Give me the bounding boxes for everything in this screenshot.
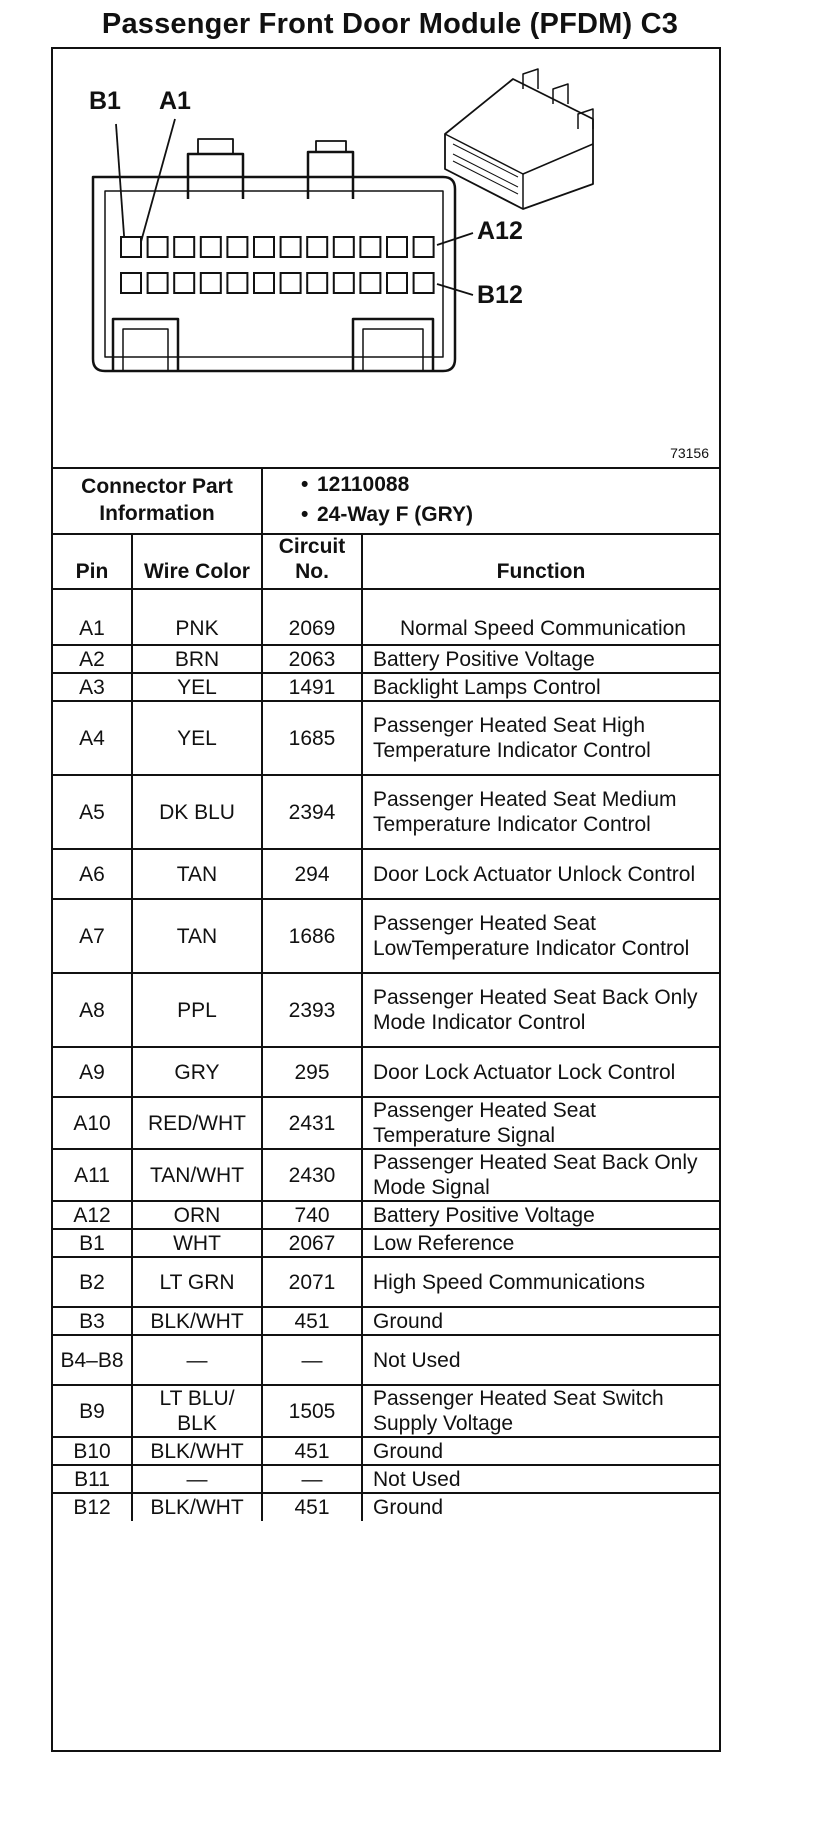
pin-cell: A7 (53, 899, 132, 973)
circuit-cell: 740 (262, 1201, 362, 1229)
circuit-cell: 1686 (262, 899, 362, 973)
circuit-cell: 451 (262, 1307, 362, 1335)
connector-diagram (53, 49, 719, 469)
circuit-cell: 295 (262, 1047, 362, 1097)
circuit-cell: 451 (262, 1493, 362, 1521)
pin-cavity-a8 (307, 237, 327, 257)
function-cell: Battery Positive Voltage (362, 645, 719, 673)
pin-cell: A1 (53, 589, 132, 645)
wire-color-cell: LT GRN (132, 1257, 262, 1307)
circuit-cell: 1505 (262, 1385, 362, 1437)
wire-color-cell: BLK/WHT (132, 1307, 262, 1335)
table-row (53, 775, 719, 849)
function-cell: Normal Speed Communication (362, 589, 719, 645)
pin-cell: A11 (53, 1149, 132, 1201)
function-cell: Passenger Heated Seat Back Only Mode Signal (362, 1149, 719, 1201)
function-cell: Ground (362, 1307, 719, 1335)
circuit-cell: 294 (262, 849, 362, 899)
function-cell: Passenger Heated Seat Switch Supply Voltage (362, 1385, 719, 1437)
wire-color-cell: PPL (132, 973, 262, 1047)
pin-cell: A12 (53, 1201, 132, 1229)
wire-color-cell: TAN (132, 899, 262, 973)
table-row (53, 673, 719, 701)
function-cell: Not Used (362, 1335, 719, 1385)
function-cell: Passenger Heated Seat High Temperature Indicator Control (362, 701, 719, 775)
table-row (53, 1307, 719, 1335)
pin-cavities (121, 237, 434, 293)
pin-cavity-a3 (174, 237, 194, 257)
part-number: 12110088 (317, 473, 410, 496)
pin-cavity-b2 (148, 273, 168, 293)
wire-color-cell: — (132, 1465, 262, 1493)
table-row (53, 1097, 719, 1149)
circuit-cell: 451 (262, 1437, 362, 1465)
connector-part-info-label: Connector Part Information (53, 467, 262, 534)
pin-cell: B9 (53, 1385, 132, 1437)
label-a1: A1 (159, 87, 191, 115)
circuit-cell: 2069 (262, 589, 362, 645)
function-cell: Not Used (362, 1465, 719, 1493)
wire-color-cell: WHT (132, 1229, 262, 1257)
wire-color-cell: TAN/WHT (132, 1149, 262, 1201)
function-cell: Battery Positive Voltage (362, 1201, 719, 1229)
pin-cavity-a12 (414, 237, 434, 257)
function-cell: Passenger Heated Seat Temperature Signal (362, 1097, 719, 1149)
wire-color-cell: BRN (132, 645, 262, 673)
pinout-table (53, 534, 719, 1521)
wire-color-cell: ORN (132, 1201, 262, 1229)
pin-cell: B4–B8 (53, 1335, 132, 1385)
circuit-cell: 2063 (262, 645, 362, 673)
circuit-cell: 2394 (262, 775, 362, 849)
table-row (53, 1047, 719, 1097)
circuit-cell: 1491 (262, 673, 362, 701)
header-function: Function (362, 534, 719, 589)
pin-cell: A6 (53, 849, 132, 899)
figure-number: 73156 (670, 445, 709, 461)
wire-color-cell: RED/WHT (132, 1097, 262, 1149)
pin-cavity-b8 (307, 273, 327, 293)
pin-cell: B3 (53, 1307, 132, 1335)
table-row (53, 1257, 719, 1307)
table-row (53, 1201, 719, 1229)
label-b12: B12 (477, 281, 523, 309)
pin-cavity-b6 (254, 273, 274, 293)
pin-cavity-a1 (121, 237, 141, 257)
pin-cavity-a9 (334, 237, 354, 257)
wire-color-cell: DK BLU (132, 775, 262, 849)
label-b1: B1 (89, 87, 121, 115)
page-title: Passenger Front Door Module (PFDM) C3 (101, 8, 679, 40)
circuit-cell: — (262, 1335, 362, 1385)
connector-type: 24-Way F (GRY) (317, 503, 473, 526)
function-cell: Low Reference (362, 1229, 719, 1257)
wire-color-cell: — (132, 1335, 262, 1385)
pin-cavity-b11 (387, 273, 407, 293)
circuit-cell: 2430 (262, 1149, 362, 1201)
wire-color-cell: BLK/WHT (132, 1493, 262, 1521)
wire-color-cell: PNK (132, 589, 262, 645)
table-row (53, 1493, 719, 1521)
wire-color-cell: LT BLU/ BLK (132, 1385, 262, 1437)
table-row (53, 899, 719, 973)
pin-cell: A2 (53, 645, 132, 673)
pin-cell: B11 (53, 1465, 132, 1493)
table-row (53, 973, 719, 1047)
function-cell: High Speed Communications (362, 1257, 719, 1307)
pin-cavity-a5 (227, 237, 247, 257)
pin-cavity-b7 (281, 273, 301, 293)
function-cell: Ground (362, 1493, 719, 1521)
circuit-cell: 2071 (262, 1257, 362, 1307)
pin-cavity-a2 (148, 237, 168, 257)
table-row (53, 1465, 719, 1493)
circuit-cell: 1685 (262, 701, 362, 775)
pin-cell: B10 (53, 1437, 132, 1465)
connector-sheet (51, 47, 721, 1752)
circuit-cell: 2067 (262, 1229, 362, 1257)
header-wire-color: Wire Color (132, 534, 262, 589)
pin-cavity-a4 (201, 237, 221, 257)
table-row (53, 645, 719, 673)
wire-color-cell: TAN (132, 849, 262, 899)
table-row (53, 1385, 719, 1437)
function-cell: Door Lock Actuator Unlock Control (362, 849, 719, 899)
function-cell: Passenger Heated Seat LowTemperature Indicator Control (362, 899, 719, 973)
function-cell: Passenger Heated Seat Medium Temperature Indicator Control (362, 775, 719, 849)
table-row (53, 1335, 719, 1385)
pin-cavity-b10 (360, 273, 380, 293)
table-row (53, 849, 719, 899)
pin-cell: B12 (53, 1493, 132, 1521)
pin-cell: B1 (53, 1229, 132, 1257)
pin-cell: A5 (53, 775, 132, 849)
connector-face-drawing (53, 49, 719, 467)
label-a12: A12 (477, 217, 523, 245)
wire-color-cell: YEL (132, 701, 262, 775)
pin-cavity-b4 (201, 273, 221, 293)
circuit-cell: 2431 (262, 1097, 362, 1149)
connector-part-information (53, 467, 719, 535)
header-pin: Pin (53, 534, 132, 589)
table-row (53, 589, 719, 645)
pin-cavity-b12 (414, 273, 434, 293)
table-row (53, 1229, 719, 1257)
wire-color-cell: BLK/WHT (132, 1437, 262, 1465)
pin-cell: A8 (53, 973, 132, 1047)
header-circuit-no: Circuit No. (262, 534, 362, 589)
pin-cell: B2 (53, 1257, 132, 1307)
pin-cell: A10 (53, 1097, 132, 1149)
circuit-cell: — (262, 1465, 362, 1493)
circuit-cell: 2393 (262, 973, 362, 1047)
pin-cell: A3 (53, 673, 132, 701)
table-row (53, 701, 719, 775)
function-cell: Ground (362, 1437, 719, 1465)
pin-cavity-b9 (334, 273, 354, 293)
function-cell: Passenger Heated Seat Back Only Mode Indicator Control (362, 973, 719, 1047)
pin-cavity-b3 (174, 273, 194, 293)
pin-cavity-a6 (254, 237, 274, 257)
pin-cavity-b5 (227, 273, 247, 293)
wire-color-cell: GRY (132, 1047, 262, 1097)
table-row (53, 1149, 719, 1201)
pin-cell: A4 (53, 701, 132, 775)
function-cell: Backlight Lamps Control (362, 673, 719, 701)
pin-cavity-a7 (281, 237, 301, 257)
pin-cavity-a10 (360, 237, 380, 257)
pin-cavity-a11 (387, 237, 407, 257)
pin-cavity-b1 (121, 273, 141, 293)
pin-cell: A9 (53, 1047, 132, 1097)
table-row (53, 1437, 719, 1465)
wire-color-cell: YEL (132, 673, 262, 701)
function-cell: Door Lock Actuator Lock Control (362, 1047, 719, 1097)
connector-part-info-values: • 12110088 • 24-Way F (GRY) (262, 467, 719, 534)
